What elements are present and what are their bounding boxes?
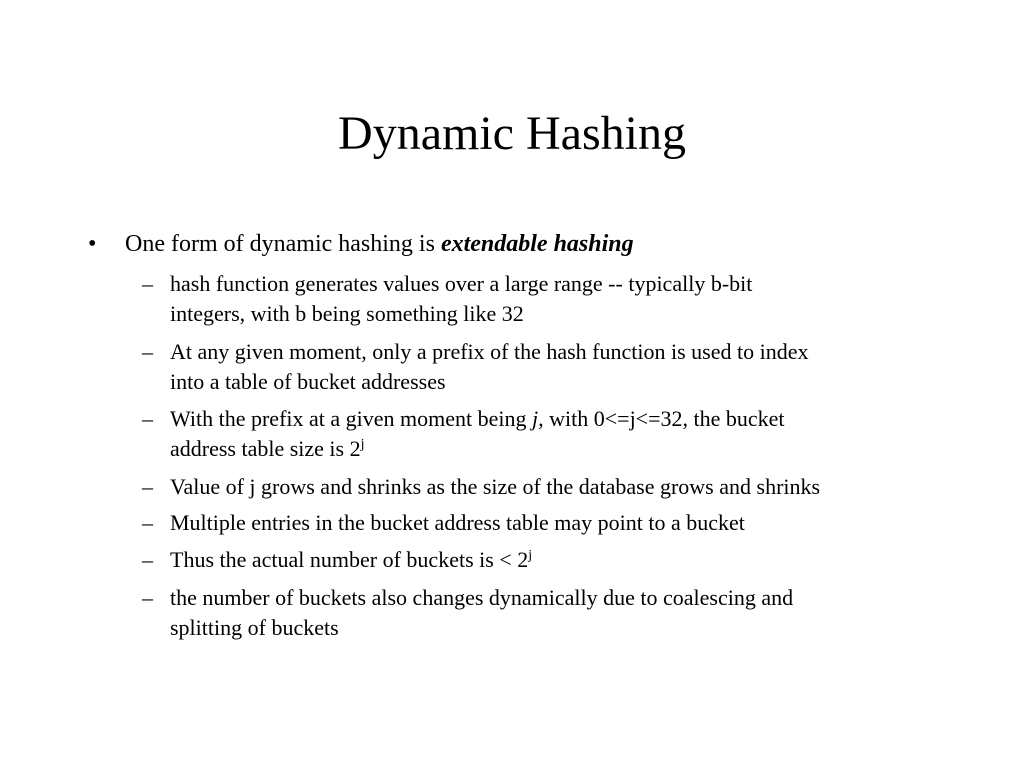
sub-item-line: Multiple entries in the bucket address table may point to a bucket: [170, 510, 745, 535]
sub-item-line: At any given moment, only a prefix of the hash function is used to index: [170, 339, 809, 364]
sub-item-line: Value of j grows and shrinks as the size of the database grows and shrinks: [170, 474, 821, 499]
sub-item-line: integers, with b being something like 32: [170, 301, 524, 326]
sub-item-line: the number of buckets also changes dynamically due to coalescing and: [170, 585, 794, 610]
main-bullet-emphasis: extendable hashing: [440, 231, 634, 257]
sub-item-multiple-entries: [142, 508, 950, 538]
dash-marker: –: [142, 474, 153, 499]
sub-item-line: hash function generates values over a large range -- typically b-bit: [170, 271, 753, 296]
main-bullet-text: One form of dynamic hashing is: [125, 231, 435, 257]
sub-item-hash-range: [142, 269, 950, 329]
bullet-marker: •: [88, 231, 97, 257]
exponent: j: [360, 437, 365, 452]
dash-marker: –: [142, 510, 153, 535]
sub-item-text: with 0<=j<=32, the bucket: [549, 406, 785, 431]
dash-marker: –: [142, 406, 153, 431]
dash-marker: –: [142, 547, 153, 572]
sub-item-text: Thus the actual number of buckets is < 2: [170, 547, 529, 572]
sub-item-line: into a table of bucket addresses: [170, 369, 446, 394]
sub-item-bucket-count: [142, 545, 950, 575]
sub-item-variable: j,: [532, 406, 544, 431]
sub-item-j-grows: [142, 472, 950, 502]
dash-marker: –: [142, 271, 153, 296]
dash-marker: –: [142, 339, 153, 364]
dash-marker: –: [142, 585, 153, 610]
sub-item-prefix: [142, 337, 950, 397]
sub-item-table-size: [142, 404, 950, 464]
sub-item-text: address table size is 2: [170, 436, 361, 461]
slide-title: Dynamic Hashing: [338, 107, 686, 160]
exponent: j: [528, 548, 533, 563]
sub-item-text: With the prefix at a given moment being: [170, 406, 527, 431]
sub-item-coalescing: [142, 583, 950, 643]
main-bullet: [88, 228, 945, 260]
sub-item-line: splitting of buckets: [170, 615, 339, 640]
